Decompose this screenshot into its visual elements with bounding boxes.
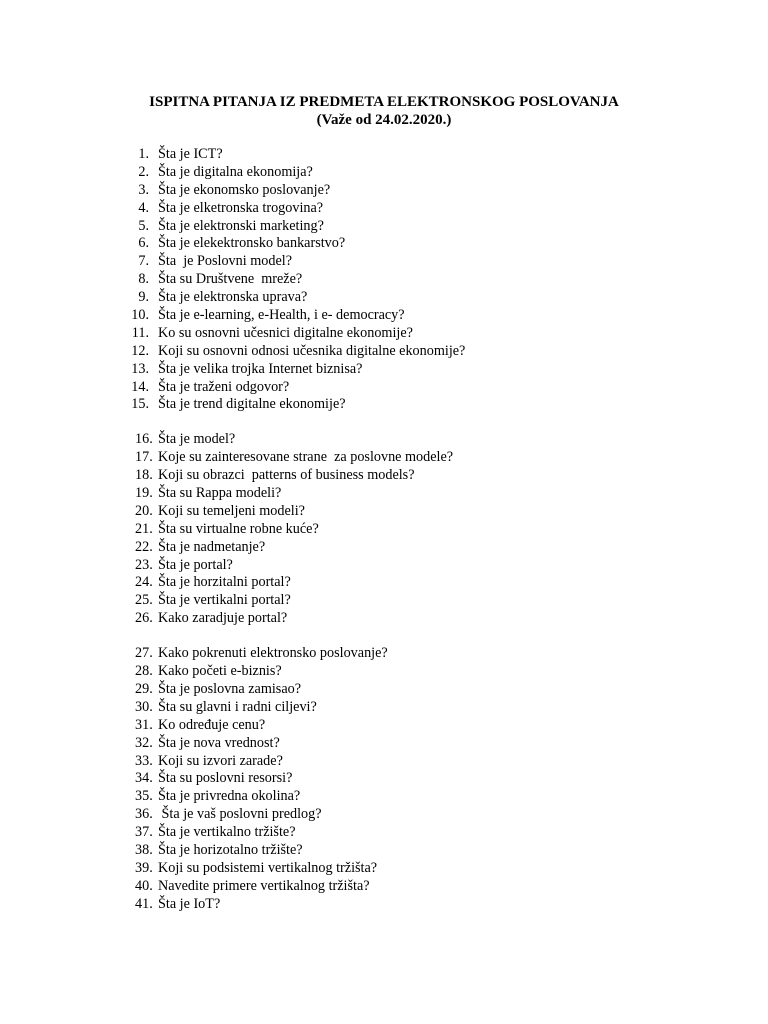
question-item [0, 735, 768, 753]
question-item [0, 521, 768, 539]
question-text: Šta je ICT? [158, 146, 223, 162]
question-text: Šta je nova vrednost? [158, 734, 280, 751]
question-item [0, 539, 768, 557]
question-text: Šta su glavni i radni ciljevi? [158, 698, 317, 715]
question-number: 25. [135, 592, 153, 609]
question-text: Šta je elekektronsko bankarstvo? [158, 235, 346, 252]
question-item [0, 235, 768, 253]
question-number: 10. [131, 307, 149, 324]
question-item [0, 878, 768, 896]
question-text: Šta je nadmetanje? [158, 538, 266, 555]
question-number: 21. [135, 520, 153, 537]
question-item [0, 271, 768, 289]
question-number: 12. [131, 342, 149, 359]
question-group [0, 431, 768, 628]
question-item [0, 896, 768, 914]
question-number: 29. [135, 680, 153, 697]
question-number: 3. [138, 181, 149, 198]
question-text: Šta je Poslovni model? [158, 253, 292, 270]
question-item [0, 770, 768, 788]
question-item [0, 699, 768, 717]
question-group [0, 146, 768, 414]
question-text: Koje su zainteresovane strane za poslovne modele? [158, 449, 454, 466]
question-item [0, 842, 768, 860]
question-item [0, 717, 768, 735]
question-text: Šta je portal? [158, 556, 233, 573]
question-text: Šta je elketronska trogovina? [158, 199, 324, 216]
question-number: 23. [135, 556, 153, 573]
question-text: Ko su osnovni učesnici digitalne ekonomije? [158, 324, 413, 341]
question-number: 5. [138, 217, 149, 234]
question-text: Šta su Rappa modeli? [158, 485, 282, 502]
question-number: 8. [138, 271, 149, 288]
question-text: Šta su virtualne robne kuće? [158, 520, 319, 537]
question-number: 6. [138, 235, 149, 252]
question-item [0, 218, 768, 236]
question-item [0, 164, 768, 182]
question-text: Šta je elektronska uprava? [158, 289, 308, 306]
question-text: Navedite primere vertikalnog tržišta? [158, 877, 370, 894]
question-number: 18. [135, 467, 153, 484]
question-number: 17. [135, 449, 153, 466]
question-item [0, 503, 768, 521]
document-title: ISPITNA PITANJA IZ PREDMETA ELEKTRONSKOG POSLOVANJA [149, 94, 619, 110]
question-item [0, 343, 768, 361]
question-number: 24. [135, 574, 153, 591]
question-number: 13. [131, 360, 149, 377]
question-text: Šta je ekonomsko poslovanje? [158, 181, 331, 198]
question-text: Koji su obrazci patterns of business models? [158, 467, 415, 484]
question-number: 41. [135, 895, 153, 912]
question-item [0, 681, 768, 699]
question-list [0, 146, 768, 931]
question-item [0, 485, 768, 503]
question-number: 27. [135, 645, 153, 662]
question-number: 2. [138, 163, 149, 180]
question-text: Šta je horizotalno tržište? [158, 841, 303, 858]
question-text: Šta je vertikalni portal? [158, 592, 291, 609]
question-text: Šta su Društvene mreže? [158, 271, 303, 288]
question-number: 34. [135, 770, 153, 787]
question-number: 11. [131, 324, 149, 341]
question-item [0, 574, 768, 592]
question-number: 22. [135, 538, 153, 555]
question-item [0, 431, 768, 449]
question-text: Ko određuje cenu? [158, 716, 266, 733]
question-item [0, 449, 768, 467]
question-text: Koji su osnovni odnosi učesnika digitalne ekonomije? [158, 342, 466, 359]
question-item [0, 200, 768, 218]
question-item [0, 289, 768, 307]
question-text: Kako pokrenuti elektronsko poslovanje? [158, 645, 388, 662]
question-item [0, 307, 768, 325]
question-text: Kako zaradjuje portal? [158, 610, 288, 627]
question-item [0, 146, 768, 164]
question-item [0, 467, 768, 485]
question-text: Šta su poslovni resorsi? [158, 770, 293, 787]
question-item [0, 396, 768, 414]
question-number: 26. [135, 610, 153, 627]
question-item [0, 806, 768, 824]
question-item [0, 788, 768, 806]
question-number: 16. [135, 431, 153, 448]
question-text: Šta je model? [158, 431, 236, 448]
question-item [0, 325, 768, 343]
question-text: Šta je trend digitalne ekonomije? [158, 396, 346, 413]
question-number: 9. [138, 289, 149, 306]
question-item [0, 182, 768, 200]
question-text: Šta je IoT? [158, 895, 221, 912]
question-item [0, 824, 768, 842]
question-text: Šta je e-learning, e-Health, i e- democracy? [158, 307, 405, 324]
question-item [0, 645, 768, 663]
question-item [0, 663, 768, 681]
question-text: Šta je horzitalni portal? [158, 574, 291, 591]
question-text: Šta je traženi odgovor? [158, 378, 290, 395]
question-number: 19. [135, 485, 153, 502]
question-number: 1. [138, 146, 149, 162]
question-text: Šta je privredna okolina? [158, 788, 301, 805]
document-subtitle: (Važe od 24.02.2020.) [316, 112, 452, 128]
question-number: 4. [138, 199, 149, 216]
question-number: 33. [135, 752, 153, 769]
question-text: Šta je digitalna ekonomija? [158, 163, 313, 180]
question-number: 35. [135, 788, 153, 805]
question-number: 14. [131, 378, 149, 395]
question-text: Šta je velika trojka Internet biznisa? [158, 360, 363, 377]
question-number: 30. [135, 698, 153, 715]
question-item [0, 592, 768, 610]
question-number: 15. [131, 396, 149, 413]
question-item [0, 860, 768, 878]
question-number: 40. [135, 877, 153, 894]
question-number: 36. [135, 806, 153, 823]
question-group [0, 645, 768, 913]
question-number: 39. [135, 859, 153, 876]
question-item [0, 557, 768, 575]
question-text: Šta je elektronski marketing? [158, 217, 324, 234]
question-number: 28. [135, 663, 153, 680]
question-item [0, 253, 768, 271]
question-number: 32. [135, 734, 153, 751]
question-number: 31. [135, 716, 153, 733]
question-text: Koji su temeljeni modeli? [158, 502, 305, 519]
question-number: 7. [138, 253, 149, 270]
question-item [0, 379, 768, 397]
question-text: Koji su podsistemi vertikalnog tržišta? [158, 859, 378, 876]
question-item [0, 361, 768, 379]
question-item [0, 753, 768, 771]
question-item [0, 610, 768, 628]
question-number: 37. [135, 824, 153, 841]
question-text: Šta je vaš poslovni predlog? [158, 806, 322, 823]
question-text: Kako početi e-biznis? [158, 663, 282, 680]
question-number: 20. [135, 502, 153, 519]
question-text: Šta je vertikalno tržište? [158, 824, 296, 841]
question-text: Šta je poslovna zamisao? [158, 680, 302, 697]
question-number: 38. [135, 841, 153, 858]
question-text: Koji su izvori zarade? [158, 752, 283, 769]
